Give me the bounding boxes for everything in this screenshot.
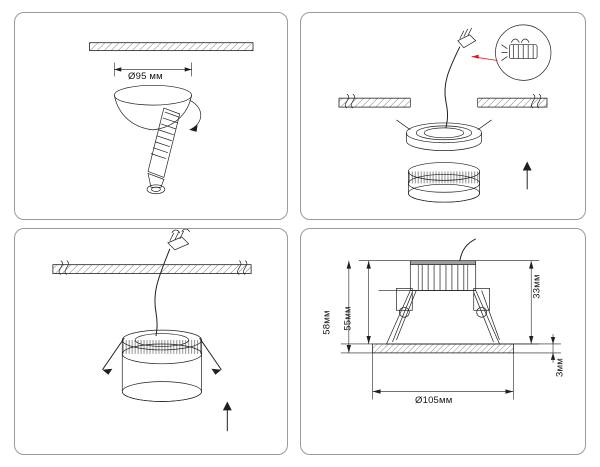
- panel-cut-hole-step: [14, 12, 288, 220]
- panel-4-drawing: [301, 229, 585, 454]
- panel-wiring-connection-step: [300, 12, 586, 220]
- panel-1-drawing: [15, 13, 287, 219]
- panel-2-drawing: [301, 13, 585, 219]
- panel-insert-fixture-step: [14, 228, 288, 455]
- panel-dimensions-drawing: [300, 228, 586, 455]
- hole-diameter-label: Ø95 мм: [128, 71, 163, 82]
- flange-thickness-label: 3мм: [554, 358, 566, 377]
- body-height-label: 55мм: [342, 306, 354, 331]
- upper-height-label: 33мм: [531, 274, 543, 299]
- panel-3-drawing: [15, 229, 287, 454]
- total-height-label: 58мм: [321, 310, 333, 335]
- outer-diameter-label: Ø105мм: [415, 395, 453, 406]
